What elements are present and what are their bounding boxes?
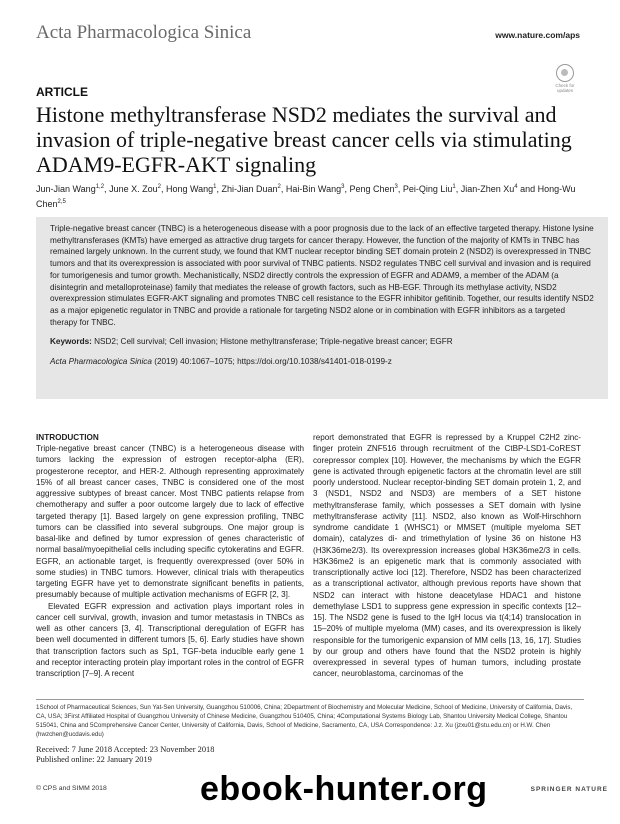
citation-journal: Acta Pharmacologica Sinica xyxy=(50,357,152,367)
received-accepted: Received: 7 June 2018 Accepted: 23 November 2018 xyxy=(36,745,215,754)
citation xyxy=(50,356,594,368)
intro-paragraph-1: Triple-negative breast cancer (TNBC) is a heterogeneous disease with tumors lacking the expression of estrogen receptor-alpha (ER), progesterone receptor, and HER-2. Although representing approximately 15% of all breast cancer cases, TNBC is considered one of the most aggressive subtypes of breast cancer. Most TNBC patients relapse from chemotherapy and suffer a poor outcome largely due to lack of effective targeted therapy [1]. Based largely on gene expression profiling, TNBC tumors can be classified into several subgroups. One major group is basal-like and defined by tumor expression of genes characteristic of normal basal/myoepithelial cells including specific cytokeratins and EGFR. EGFR, an actionable target, is frequently overexpressed (over 50% in some studies) in TNBC tumors. However, clinical trials with therapeutics targeting EGFR have yet to demonstrate significant benefits in patients, presumably because of multiple activation mechanisms of EGFR [2, 3]. xyxy=(36,444,304,600)
author-name[interactable]: Zhi-Jian Duan xyxy=(221,184,278,194)
right-column xyxy=(313,432,581,680)
keywords xyxy=(50,336,594,348)
author-name[interactable]: Pei-Qing Liu xyxy=(402,184,453,194)
author-affiliation: 4 xyxy=(514,184,518,190)
author-name[interactable]: Hong Wang xyxy=(165,184,214,194)
author-affiliation: 3 xyxy=(341,184,345,190)
author-affiliation: 2 xyxy=(277,184,281,190)
author-affiliation: 1 xyxy=(213,184,217,190)
journal-name: Acta Pharmacologica Sinica xyxy=(36,22,252,43)
abstract-text: Triple-negative breast cancer (TNBC) is a heterogeneous disease with a poor prognosis due to the lack of an effective targeted therapy. Histone lysine methyltransferases (KMTs) have emerged as attractive drug targets for cancer therapy. However, the function of the majority of KMTs in TNBC has remained largely unknown. In the current study, we found that KMT nuclear receptor binding SET domain protein 2 (NSD2) is overexpressed in TNBC tumors and that its overexpression is associated with poor survival of TNBC patients. NSD2 regulates TNBC cell survival and invasion and is required for tumorigenesis and tumor growth. Mechanistically, NSD2 directly controls the expression of EGFR and ADAM9, a member of the ADAM (a disintegrin and metalloproteinase) family that mediates the release of growth factors, such as HB-EGF. Through its methylase activity, NSD2 overexpression stimulates EGFR-AKT signaling and promotes TNBC cell resistance to the EGFR inhibitor gefitinib. Together, our results identify NSD2 as a major epigenetic regulator in TNBC and provide a rationale for targeting NSD2 alone or in combination with EGFR inhibitors as a targeted therapy for TNBC. xyxy=(50,224,594,327)
check-updates-badge[interactable] xyxy=(554,64,576,93)
publication-dates xyxy=(36,745,214,765)
copyright: © CPS and SIMM 2018 xyxy=(36,785,107,792)
author-name[interactable]: Jun-Jian Wang xyxy=(36,184,96,194)
intro-paragraph-2: Elevated EGFR expression and activation plays important roles in cancer cell survival, growth, invasion and tumor metastasis in TNBCs as well as other cancers [3, 4]. Transcriptional deregulation of EGFR has been well documented in different tumors [5, 6]. Early studies have shown that transcription factors such as Sp1, TGF-beta inducible early gene 1 and receptor interacting protein play important roles in the control of EGFR transcription [7–9]. A recent xyxy=(36,601,304,678)
keywords-label: Keywords: xyxy=(50,337,92,347)
author-affiliation: 2,5 xyxy=(57,199,66,205)
author-name[interactable]: June X. Zou xyxy=(109,184,158,194)
abstract-box xyxy=(36,217,608,399)
intro-heading: INTRODUCTION xyxy=(36,433,99,442)
author-name[interactable]: Jian-Zhen Xu xyxy=(460,184,515,194)
check-updates-label: Check for updates xyxy=(555,83,575,93)
watermark: ebook-hunter.org xyxy=(200,770,488,808)
author-affiliation: 1,2 xyxy=(95,184,105,190)
author-name[interactable]: Peng Chen xyxy=(349,184,395,194)
author-affiliation: 3 xyxy=(394,184,398,190)
author-name[interactable]: Hai-Bin Wang xyxy=(285,184,342,194)
author-list: Jun-Jian Wang$^{1,2}$, June X. Zou$^2$, Hong Wang$^1$, Zhi-Jian Duan$^2$, Hai-Bin Wang$^3$, Peng Chen$^3$, Pei-Qing Liu$^1$, Jian-Zhen Xu$^4$ and Hong-Wu Chen$^{2,5}$ xyxy=(36,184,576,209)
left-column xyxy=(36,432,304,679)
affiliations-footnote: 1School of Pharmaceutical Sciences, Sun Yat-Sen University, Guangzhou 510006, China; 2Department of Biochemistry and Molecular Medicine, School of Medicine, University of California, Davis, CA, USA; 3First Affiliated Hospital of Guangzhou University of Chinese Medicine, Guangzhou 510405, China; 4Computational Systems Biology Lab, Shantou University Medical College, Shantou 515041, China and 5Comprehensive Cancer Center, University of California, Davis, School of Medicine, Sacramento, CA, USA Correspondence: J.z. Xu (jzxu01@stu.edu.cn) or H.W. Chen (hwzchen@ucdavis.edu) xyxy=(36,699,584,739)
article-label: ARTICLE xyxy=(36,85,88,99)
check-updates-icon xyxy=(556,64,574,82)
author-affiliation: 2 xyxy=(157,184,161,190)
article-title: Histone methyltransferase NSD2 mediates the survival and invasion of triple-negative breast cancer cells via stimulating ADAM9-EGFR-AKT signaling xyxy=(36,102,572,177)
intro-paragraph-3: report demonstrated that EGFR is repressed by a Kruppel C2H2 zinc-finger protein ZNF516 through recruitment of the CtBP-LSD1-CoREST corepressor complex [10]. However, the mechanisms by which the EGFR gene is activated through epigenetic factors at the chromatin level are still poorly understood. Nuclear receptor-binding SET domain protein 1, 2, and 3 (NSD1, NSD2 and NSD3) are members of a SET histone methyltransferase family, which possesses a SET domain with lysine methyltransferase activity [11]. NSD2, also known as Wolf-Hirschhorn syndrome candidate 1 (WHSC1) or MMSET (multiple myeloma SET domain), catalyzes di- and trimethylation of lysine 36 on histone H3 (H3K36me2/3). Its overexpression increases global H3K36me2/3 in cells. H3K36me2 is an epigenetic mark that is commonly associated with transcriptionally active loci [12]. Therefore, NSD2 has been characterized as a transcriptional activator, although previous reports have shown that NSD2 can interact with histone deacetylase HDAC1 and histone demethylase LSD1 to suppress gene expression in specific contexts [12–15]. The NSD2 gene is fused to the IgH locus via t(4;14) translocation in 15–20% of multiple myeloma (MM) cases, and its overexpression is likely responsible for the tumorigenic expansion of MM cells [13, 16, 17]. Studies by our group and others have found that the NSD2 protein is highly overexpressed in several types of human tumors, including prostate cancer, neuroblastoma, carcinomas of the xyxy=(313,433,581,679)
publisher-logo: SPRINGER NATURE xyxy=(530,786,608,793)
published-online: Published online: 22 January 2019 xyxy=(36,755,152,764)
author-name[interactable]: Hong-Wu Chen xyxy=(36,184,576,209)
author-affiliation: 1 xyxy=(452,184,456,190)
citation-details: (2019) 40:1067–1075; https://doi.org/10.1038/s41401-018-0199-z xyxy=(151,357,392,367)
journal-url[interactable]: www.nature.com/aps xyxy=(495,30,580,40)
keywords-list: NSD2; Cell survival; Cell invasion; Histone methyltransferase; Triple-negative breast cancer; EGFR xyxy=(94,337,453,347)
